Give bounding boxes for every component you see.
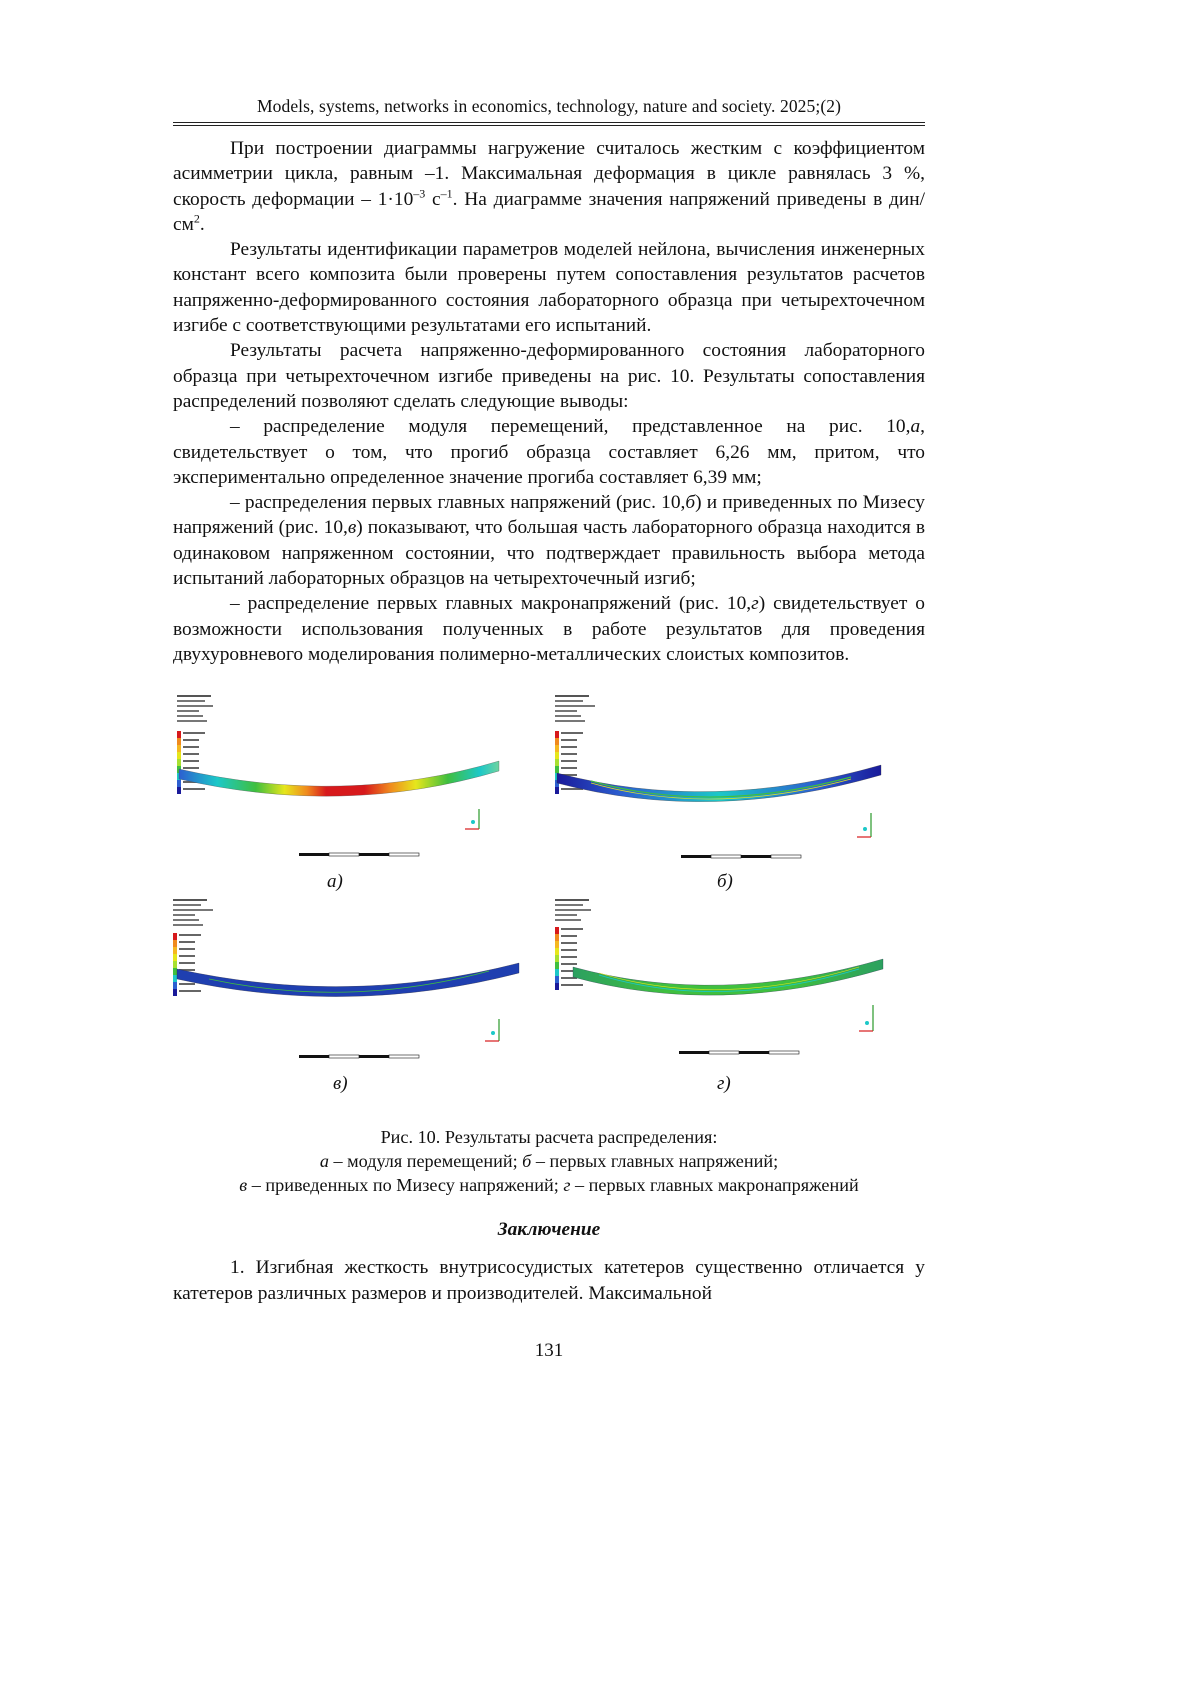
panel-a-displacement	[169, 689, 509, 893]
panel-label-a: а)	[327, 871, 343, 893]
page-number: 131	[534, 1339, 564, 1361]
legend-text-block	[177, 695, 213, 722]
scale-bar	[679, 1051, 799, 1054]
paragraph-4: – распределение модуля перемещений, представленное на рис. 10,а, свидетельствует о том, что прогиб образца составляет 6,26 мм, притом, что экспериментально определенное значение прогиба составляет 6,39 мм;	[173, 416, 925, 488]
figure-caption	[173, 1125, 925, 1197]
scale-bar	[299, 1055, 419, 1058]
header-rule	[173, 122, 925, 126]
axis-triad	[859, 1005, 873, 1031]
figure-10	[173, 689, 925, 1119]
paragraph-2: Результаты идентификации параметров моделей нейлона, вычисления инженерных констант всего композита были проверены путем сопоставления результатов расчетов напряженно-деформированного состояния лабораторного образца при четырехточечном изгибе с соответствующими результатами его испытаний.	[173, 239, 925, 337]
panel-label-g: г)	[717, 1073, 731, 1095]
color-scale	[555, 927, 583, 990]
scale-bar	[681, 855, 801, 858]
axis-triad	[485, 1019, 499, 1041]
page	[173, 94, 925, 1362]
color-scale	[173, 933, 201, 996]
panel-label-b: б)	[717, 871, 733, 893]
caption-line-2: а – модуля перемещений; б – первых главных напряжений;	[319, 1151, 779, 1172]
paragraph-5: – распределения первых главных напряжений (рис. 10,б) и приведенных по Мизесу напряжений (рис. 10,в) показывают, что большая часть лабораторного образца находится в одинаковом напряженном состоянии, что подтверждает правильность выбора метода испытаний лабораторных образцов на четырехточечный изгиб;	[173, 492, 925, 590]
scale-bar	[299, 853, 419, 856]
beam-shape	[573, 959, 883, 995]
running-title: Models, systems, networks in economics, technology, nature and society. 2025;(2)	[256, 96, 842, 116]
beam-shape	[557, 765, 881, 802]
panel-label-v: в)	[333, 1073, 348, 1095]
beam-shape	[177, 963, 519, 997]
paragraph-3: Результаты расчета напряженно-деформированного состояния лабораторного образца при четырехточечном изгибе приведены на рис. 10. Результаты сопоставления распределений позволяют сделать следующие выводы:	[173, 340, 925, 412]
paragraph-1: При построении диаграммы нагружение считалось жестким с коэффициентом асимметрии цикла, равным –1. Максимальная деформация в цикле равнялась 3 %, скорость деформации – $1\cdot 10^{-3}$ $с^{-1}$. На диаграмме значения напряжений приведены в дин/$см^2$.	[173, 138, 925, 235]
panel-g-macro-stress	[549, 895, 889, 1095]
conclusion-paragraph-1: 1. Изгибная жесткость внутрисосудистых катетеров существенно отличается у катетеров различных размеров и производителей. Максимальной	[173, 1257, 925, 1304]
color-scale	[177, 731, 205, 794]
panel-b-principal-stress	[551, 689, 891, 893]
body-text	[173, 136, 925, 667]
caption-line-1: Рис. 10. Результаты расчета распределения:	[380, 1127, 718, 1148]
legend-text-block	[555, 695, 595, 722]
legend-text-block	[555, 899, 591, 921]
paragraph-6: – распределение первых главных макронапряжений (рис. 10,г) свидетельствует о возможности использования полученных в работе результатов для проведения двухуровневого моделирования полимерно-металлических слоистых композитов.	[173, 593, 926, 665]
axis-triad	[465, 809, 479, 829]
caption-line-3: в – приведенных по Мизесу напряжений; г – первых главных макронапряжений	[239, 1175, 859, 1196]
panel-v-von-mises	[169, 895, 529, 1095]
beam-shape	[179, 761, 499, 796]
legend-text-block	[173, 899, 213, 926]
axis-triad	[857, 813, 871, 837]
conclusion-text	[173, 1255, 925, 1306]
section-title: Заключение	[497, 1219, 601, 1241]
